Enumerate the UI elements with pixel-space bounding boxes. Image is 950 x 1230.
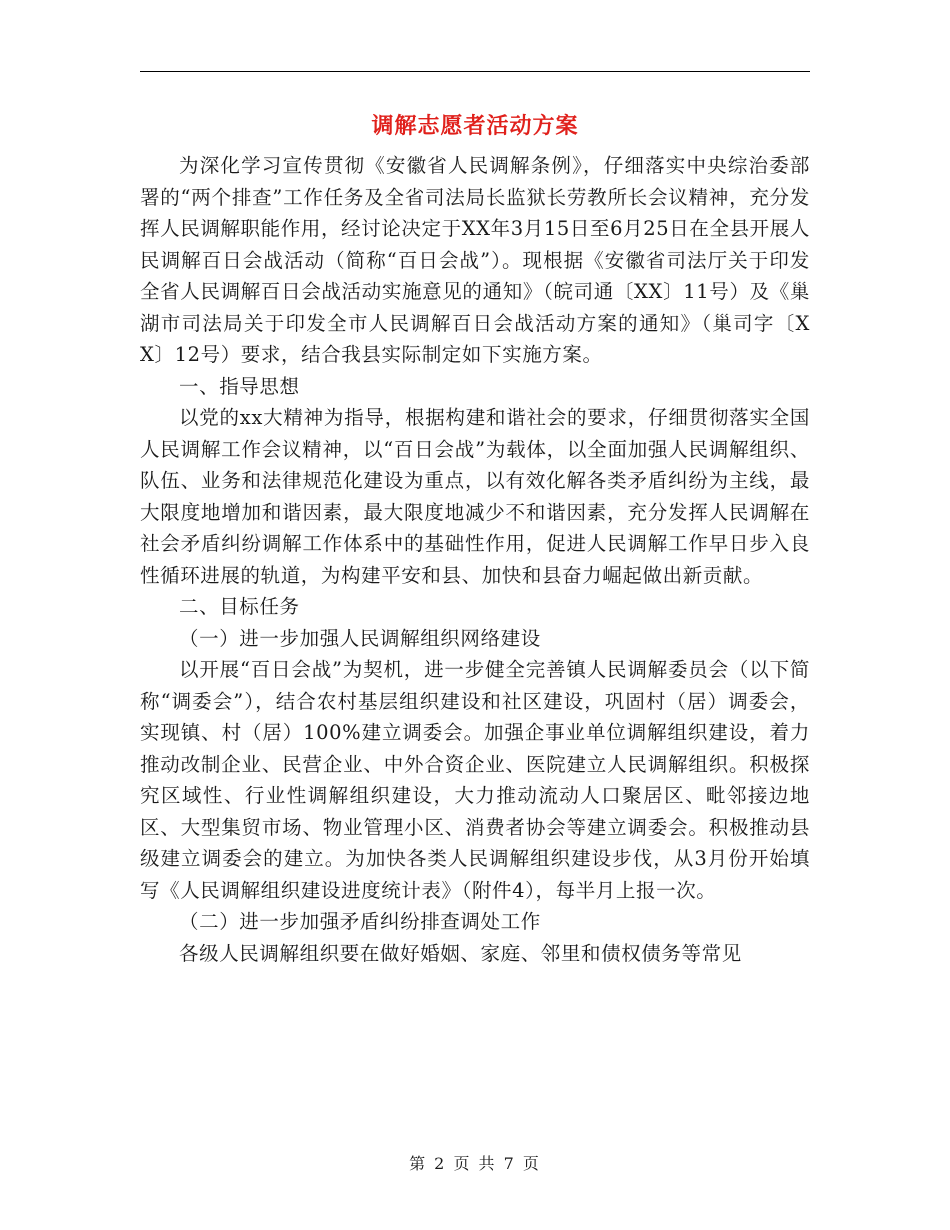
page-number-footer: 第 2 页 共 7 页 [409, 1154, 541, 1173]
document-body [140, 150, 810, 969]
subsection-heading-organization: （一）进一步加强人民调解组织网络建设 [179, 626, 541, 650]
header-rule [140, 71, 810, 72]
organization-paragraph: 以开展“百日会战”为契机，进一步健全完善镇人民调解委员会（以下简称“调委会”），结合农村基层组织建设和社区建设，巩固村（居）调委会，实现镇、村（居）100%建立调委会。加强企事业单位调解组织建设，着力推动改制企业、民营企业、中外合资企业、医院建立人民调解组织。积极探究区域性、行业性调解组织建设，大力推动流动人口聚居区、毗邻接边地区、大型集贸市场、物业管理小区、消费者协会等建立调委会。积极推动县级建立调委会的建立。为加快各类人民调解组织建设步伐，从3月份开始填写《人民调解组织建设进度统计表》（附件4），每半月上报一次。 [140, 658, 810, 902]
subsection-heading-dispute-handling: （二）进一步加强矛盾纠纷排查调处工作 [179, 910, 541, 933]
guiding-thought-paragraph: 以党的xx大精神为指导，根据构建和谐社会的要求，仔细贯彻落实全国人民调解工作会议精神，以“百日会战”为载体，以全面加强人民调解组织、队伍、业务和法律规范化建设为重点，以有效化解各类矛盾纠纷为主线，最大限度地增加和谐因素，最大限度地减少不和谐因素，充分发挥人民调解在社会矛盾纠纷调解工作体系中的基础性作用，促进人民调解工作早日步入良性循环进展的轨道，为构建平安和县、加快和县奋力崛起做出新贡献。 [140, 406, 810, 587]
dispute-handling-paragraph: 各级人民调解组织要在做好婚姻、家庭、邻里和债权债务等常见 [179, 941, 742, 965]
intro-paragraph: 为深化学习宣传贯彻《安徽省人民调解条例》，仔细落实中央综治委部署的“两个排查”工作任务及全省司法局长监狱长劳教所长会议精神，充分发挥人民调解职能作用，经讨论决定于XX年3月15日至6月25日在全县开展人民调解百日会战活动（简称“百日会战”）。现根据《安徽省司法厅关于印发全省人民调解百日会战活动实施意见的通知》（皖司通〔XX〕11号）及《巢湖市司法局关于印发全市人民调解百日会战活动方案的通知》（巢司字〔XX〕12号）要求，结合我县实际制定如下实施方案。 [140, 154, 810, 366]
section-heading-guiding-thought: 一、指导思想 [179, 374, 300, 398]
document-title: 调解志愿者活动方案 [371, 113, 579, 139]
section-heading-goals: 二、目标任务 [179, 595, 300, 618]
